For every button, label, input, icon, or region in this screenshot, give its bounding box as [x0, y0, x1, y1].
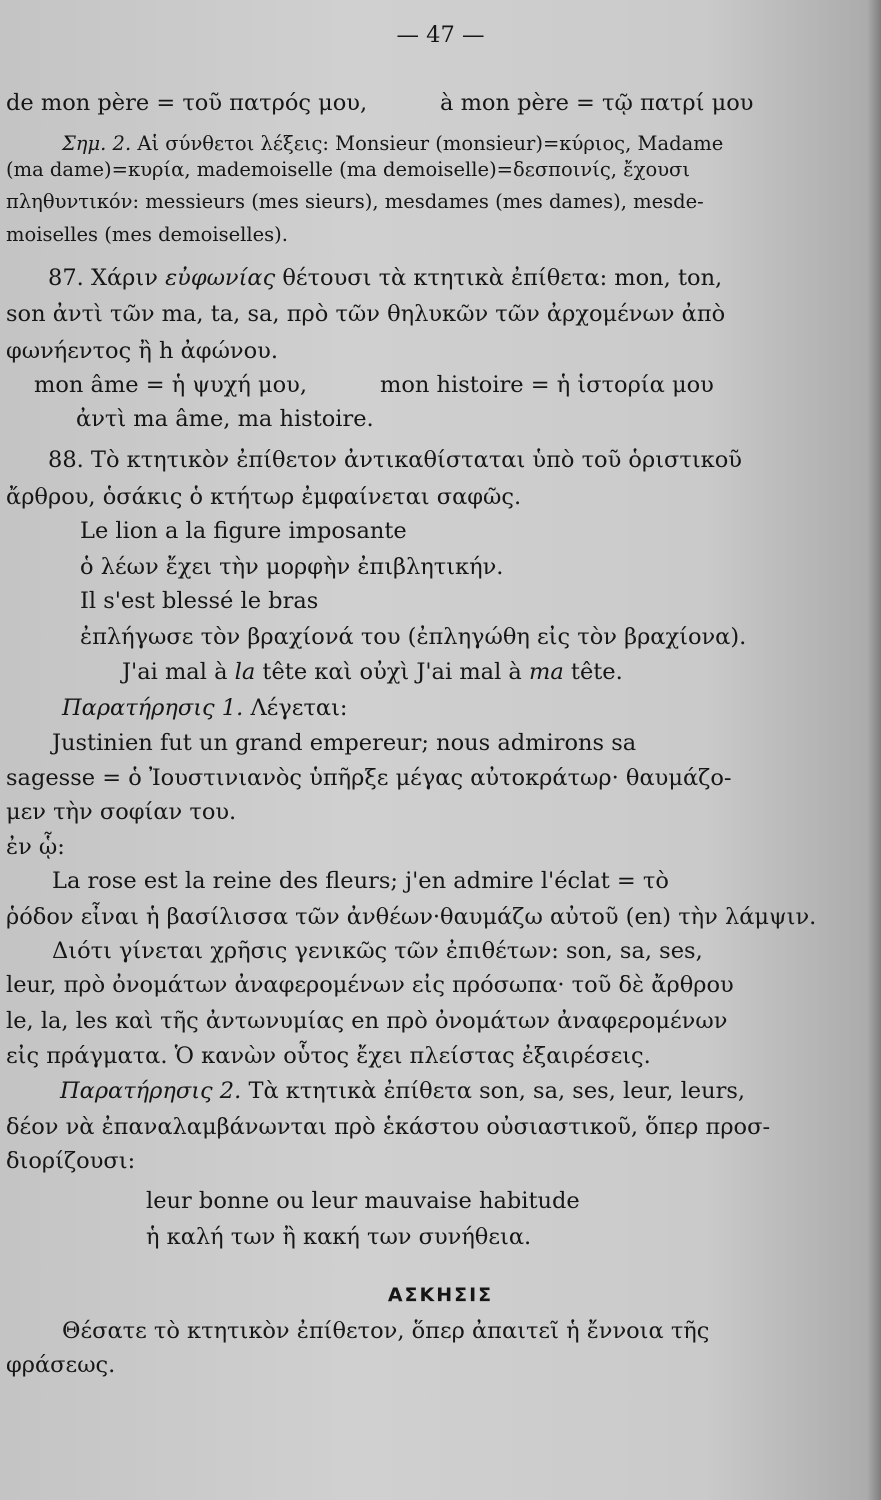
- page-number: — 47 —: [396, 22, 485, 48]
- exercise-line: φράσεως.: [6, 1352, 116, 1378]
- note-label: Σημ. 2.: [62, 132, 132, 155]
- emphasis-text: la: [234, 659, 256, 685]
- remark-1-line: μεν τὴν σοφίαν του.: [6, 799, 237, 825]
- remark-1-line: ἐν ᾧ:: [6, 834, 65, 860]
- remark-text: Τὰ κτητικὰ ἐπίθετα son, sa, ses, leur, leurs,: [248, 1078, 746, 1104]
- remark-1-line: Διότι γίνεται χρῆσις γενικῶς τῶν ἐπιθέτων: son, sa, ses,: [52, 938, 703, 964]
- page-spine-shadow: [867, 0, 881, 1500]
- remark-1-line: sagesse = ὁ Ἰουστινιανὸς ὑπῆρξε μέγας αὐτοκράτωρ· θαυμάζο-: [6, 765, 732, 791]
- paragraph-87-line: φωνήεντος ἢ h ἀφώνου.: [6, 338, 278, 364]
- remark-label: Παρατήρησις 1.: [62, 695, 244, 721]
- example-line: ἀντὶ ma âme, ma histoire.: [76, 406, 374, 432]
- example-line: leur bonne ou leur mauvaise habitude: [146, 1188, 580, 1214]
- exercise-line: Θέσατε τὸ κτητικὸν ἐπίθετον, ὅπερ ἀπαιτεῖ ἡ ἔννοια τῆς: [62, 1318, 710, 1344]
- remark-text: Λέγεται:: [250, 695, 348, 721]
- remark-1-line: Justinien fut un grand empereur; nous admirons sa: [52, 730, 637, 756]
- exercise-heading: ΑΣΚΗΣΙΣ: [387, 1284, 494, 1306]
- example-text: tête καὶ οὐχὶ J'ai mal à: [262, 659, 522, 685]
- emphasis-text: εὐφωνίας: [165, 265, 276, 291]
- paragraph-text: Χάριν: [90, 265, 158, 291]
- example-line: Il s'est blessé le bras: [80, 588, 319, 614]
- paragraph-text: θέτουσι τὰ κτητικὰ ἐπίθετα: mon, ton,: [282, 265, 723, 291]
- note-2-line: (ma dame)=κυρία, mademoiselle (ma demoiselle)=δεσποινίς, ἔχουσι: [6, 158, 691, 181]
- note-2-line: πληθυντικόν: messieurs (mes sieurs), mesdames (mes dames), mesde-: [6, 190, 704, 213]
- example-line: mon âme = ἡ ψυχή μου,: [34, 372, 307, 398]
- remark-label: Παρατήρησις 2.: [60, 1078, 242, 1104]
- remark-1-line: εἰς πράγματα. Ὁ κανὼν οὗτος ἔχει πλείστας ἐξαιρέσεις.: [6, 1043, 651, 1069]
- example-text: J'ai mal à: [122, 659, 228, 685]
- emphasis-text: ma: [529, 659, 564, 685]
- example-line: [122, 657, 623, 687]
- example-text: tête.: [570, 659, 623, 685]
- example-line: mon histoire = ἡ ἱστορία μου: [380, 372, 714, 398]
- remark-1-line: ῥόδον εἶναι ἡ βασίλισσα τῶν ἀνθέων·θαυμάζω αὐτοῦ (en) τὴν λάμψιν.: [6, 904, 817, 930]
- paragraph-number: 87.: [48, 265, 84, 291]
- example-line: ὁ λέων ἔχει τὴν μορφὴν ἐπιβλητικήν.: [80, 554, 504, 580]
- example-line: de mon père = τοῦ πατρός μου,: [6, 90, 368, 116]
- remark-1-line: [62, 693, 348, 723]
- remark-1-line: leur, πρὸ ὀνομάτων ἀναφερομένων εἰς πρόσωπα· τοῦ δὲ ἄρθρου: [6, 972, 734, 998]
- example-line: ἡ καλή των ἢ κακή των συνήθεια.: [146, 1224, 532, 1250]
- note-2-line: [62, 131, 723, 157]
- remark-2-line: δέον νὰ ἐπαναλαμβάνωνται πρὸ ἑκάστου οὐσιαστικοῦ, ὅπερ προσ-: [6, 1114, 771, 1140]
- remark-2-line: [60, 1076, 745, 1106]
- remark-1-line: le, la, les καὶ τῆς ἀντωνυμίας en πρὸ ὀνομάτων ἀναφερομένων: [6, 1008, 728, 1034]
- paragraph-88-line: ἄρθρου, ὁσάκις ὁ κτήτωρ ἐμφαίνεται σαφῶς.: [6, 484, 522, 510]
- paragraph-87-line: son ἀντὶ τῶν ma, ta, sa, πρὸ τῶν θηλυκῶν τῶν ἀρχομένων ἀπὸ: [6, 301, 726, 327]
- paragraph-87-line: [48, 263, 722, 293]
- example-line: ἐπλήγωσε τὸν βραχίονά του (ἐπληγώθη εἰς τὸν βραχίονα).: [80, 624, 747, 650]
- example-line: Le lion a la figure imposante: [80, 518, 407, 544]
- example-line: à mon père = τῷ πατρί μου: [440, 90, 754, 116]
- remark-1-line: La rose est la reine des fleurs; j'en admire l'éclat = τὸ: [52, 868, 669, 894]
- remark-2-line: διορίζουσι:: [6, 1148, 136, 1174]
- note-2-line: moiselles (mes demoiselles).: [6, 223, 288, 246]
- note-text: Αἱ σύνθετοι λέξεις: Monsieur (monsieur)=κύριος, Madame: [137, 132, 724, 155]
- paragraph-88-line: 88. Τὸ κτητικὸν ἐπίθετον ἀντικαθίσταται ὑπὸ τοῦ ὁριστικοῦ: [48, 447, 742, 473]
